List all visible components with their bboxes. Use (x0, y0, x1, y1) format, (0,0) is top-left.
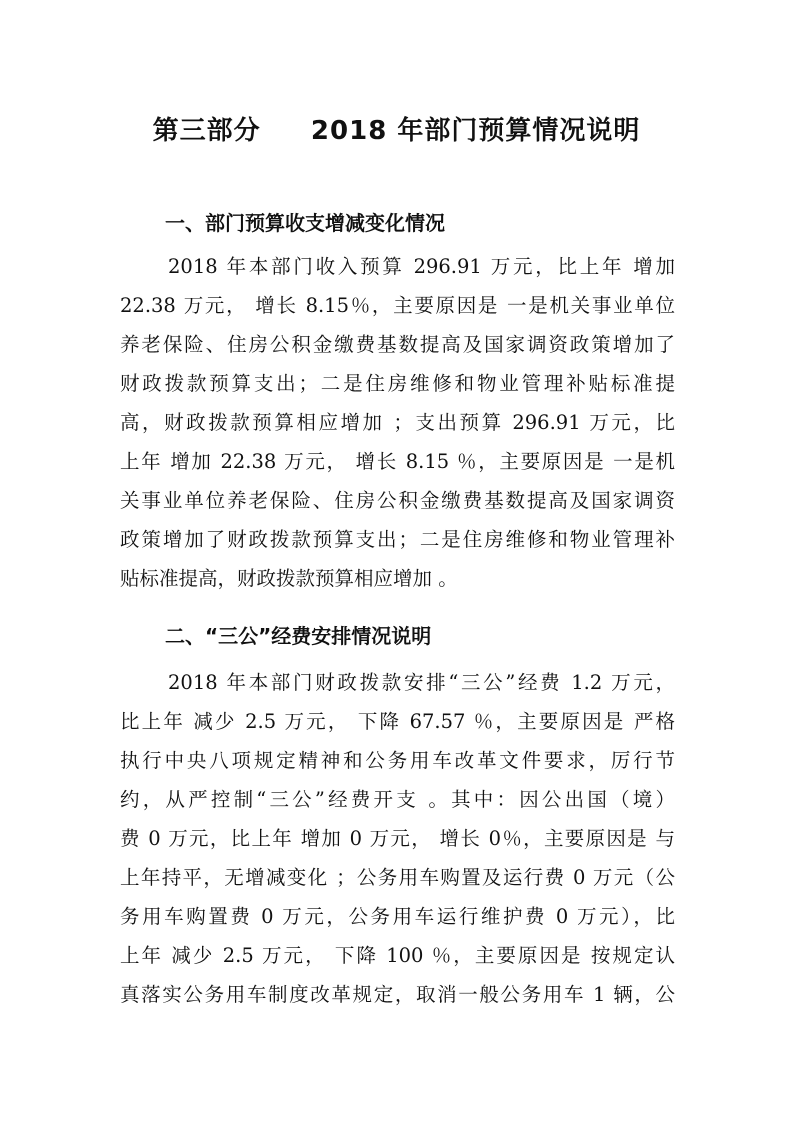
paragraph-line: 22.38 万元， 增长 8.15％，主要原因是 一是机关事业单位 (120, 294, 675, 317)
paragraph-line: 上年 增加 22.38 万元， 增长 8.15 ％，主要原因是 一是机 (120, 450, 675, 473)
paragraph-budget-changes (120, 247, 675, 598)
paragraph-line: 比上年 减少 2.5 万元， 下降 67.57 ％，主要原因是 严格 (120, 710, 675, 733)
paragraph-line: 2018 年本部门收入预算 296.91 万元，比上年 增加 (168, 255, 675, 278)
paragraph-line: 执行中央八项规定精神和公务用车改革文件要求，厉行节 (120, 749, 675, 772)
paragraph-line: 政策增加了财政拨款预算支出；二是住房维修和物业管理补 (120, 528, 675, 551)
paragraph-line: 关事业单位养老保险、住房公积金缴费基数提高及国家调资 (120, 489, 675, 512)
paragraph-line: 2018 年本部门财政拨款安排“三公”经费 1.2 万元， (168, 671, 675, 694)
paragraph-line: 务用车购置费 0 万元，公务用车运行维护费 0 万元），比 (120, 905, 675, 928)
paragraph-line: 约，从严控制“三公”经费开支 。其中：因公出国（境） (120, 788, 675, 811)
paragraph-line: 上年 减少 2.5 万元， 下降 100 ％，主要原因是 按规定认 (120, 944, 675, 967)
page-title: 第三部分 2018 年部门预算情况说明 (152, 116, 641, 146)
paragraph-line: 费 0 万元，比上年 增加 0 万元， 增长 0％，主要原因是 与 (120, 827, 675, 850)
paragraph-line: 养老保险、住房公积金缴费基数提高及国家调资政策增加了 (120, 333, 675, 356)
paragraph-three-public-expenses (120, 663, 675, 1014)
section-heading-budget-changes: 一、部门预算收支增减变化情况 (165, 211, 445, 235)
paragraph-line: 贴标准提高，财政拨款预算相应增加 。 (120, 567, 458, 590)
paragraph-line: 财政拨款预算支出；二是住房维修和物业管理补贴标准提 (120, 372, 675, 395)
section-heading-three-public-expenses: 二、“三公”经费安排情况说明 (165, 624, 432, 648)
paragraph-line: 上年持平，无增减变化 ；公务用车购置及运行费 0 万元（公 (120, 866, 675, 889)
paragraph-line: 高，财政拨款预算相应增加 ；支出预算 296.91 万元，比 (120, 411, 675, 434)
paragraph-line: 真落实公务用车制度改革规定，取消一般公务用车 1 辆，公 (120, 983, 675, 1006)
